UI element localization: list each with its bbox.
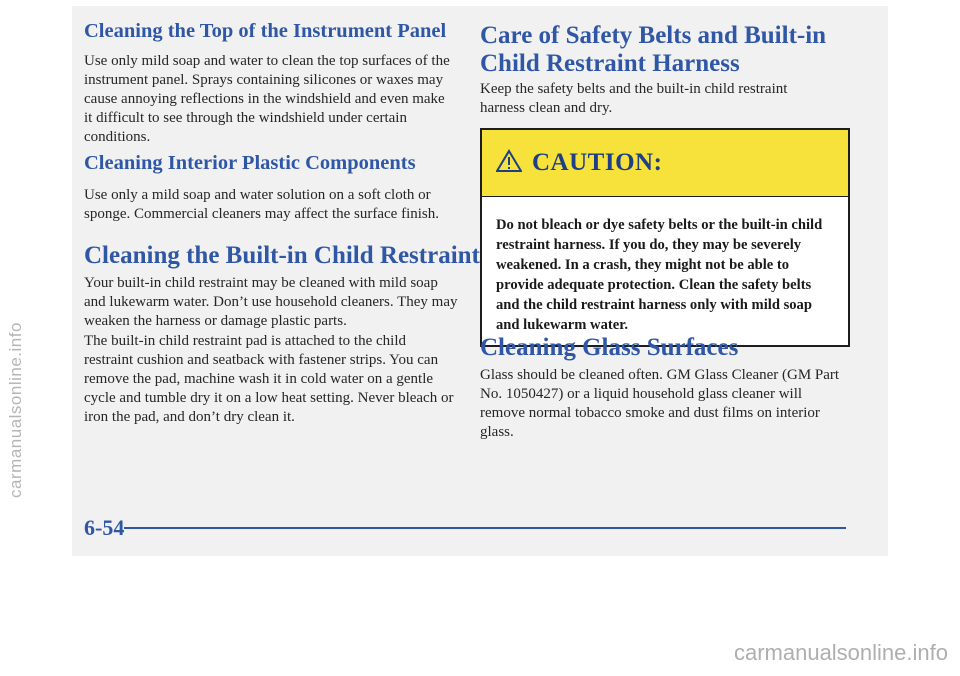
instrument-panel-text: Use only mild soap and water to clean the top surfaces of the instrument panel. Sprays containing silicones or waxes may cause annoying reflections in the windshield and even make it difficult to see through the windshield under certain conditions. [84,53,450,145]
child-restraint-text-2: The built-in child restraint pad is attached to the child restraint cushion and seatback with fastener strips. You can remove the pad, machine wash it in cold water on a gentle cycle and tumble dry it on a low heat setting. Never bleach or iron the pad, and don’t dry clean it. [84,333,454,425]
caution-header [482,130,848,197]
safety-belts-heading: Care of Safety Belts and Built-in Child Restraint Harness [480,22,827,77]
manual-page [72,6,888,556]
safety-belts-text: Keep the safety belts and the built-in child restraint harness clean and dry. [480,81,788,116]
caution-text: Do not bleach or dye safety belts or the built-in child restraint harness. If you do, they may be severely weakened. In a crash, they might not be able to provide adequate protection. Clean the safety belts and the child restraint harness only with mild soap and lukewarm water. [496,217,823,333]
child-restraint-heading: Cleaning the Built-in Child Restraint [84,242,480,269]
caution-title: CAUTION: [532,149,663,176]
glass-surfaces-heading: Cleaning Glass Surfaces [480,334,739,361]
child-restraint-text-1: Your built-in child restraint may be cleaned with mild soap and lukewarm water. Don’t use household cleaners. They may weaken the harness or damage plastic parts. [84,275,458,329]
glass-surfaces-text: Glass should be cleaned often. GM Glass Cleaner (GM Part No. 1050427) or a liquid household glass cleaner will remove normal tobacco smoke and dust films on interior glass. [480,367,840,440]
instrument-panel-heading: Cleaning the Top of the Instrument Panel [84,20,447,42]
side-watermark [6,150,26,670]
bottom-watermark: carmanualsonline.info [733,640,948,665]
interior-plastic-heading: Cleaning Interior Plastic Components [84,152,416,174]
caution-box [480,128,850,347]
warning-triangle-icon [496,149,522,178]
interior-plastic-text: Use only a mild soap and water solution on a soft cloth or sponge. Commercial cleaners may affect the surface finish. [84,187,439,222]
page-number: 6-54 [84,515,125,540]
footer-rule [124,527,846,529]
side-watermark-text: carmanualsonline.info [6,322,26,498]
